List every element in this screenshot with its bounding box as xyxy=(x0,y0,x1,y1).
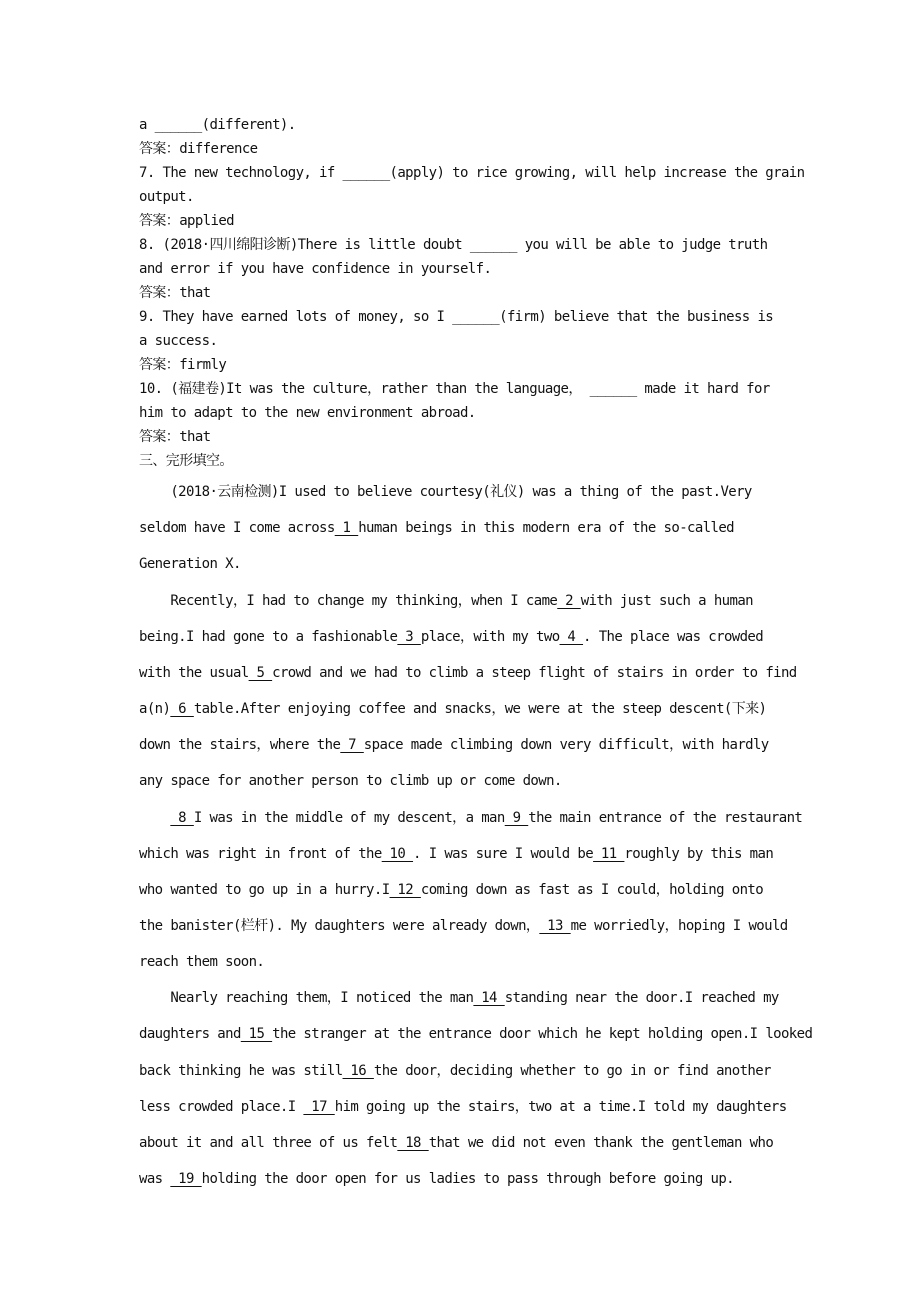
cloze-blank-2: 2 xyxy=(557,593,581,609)
q10-line-2: him to adapt to the new environment abroad. xyxy=(139,405,476,421)
cloze-blank-12: 12 xyxy=(389,882,421,898)
cloze-blank-9: 9 xyxy=(504,810,529,826)
cloze-blank-13: 13 xyxy=(539,918,571,934)
q8-line-1: 8. (2018·四川绵阳诊断)There is little doubt ______ you will be able to judge truth xyxy=(139,237,768,253)
cloze-blank-4: 4 xyxy=(559,629,584,645)
passage-line: down the stairs，where the 7 space made climbing down very difficult，with hardly xyxy=(139,737,769,753)
passage-line: reach them soon. xyxy=(139,954,265,970)
cloze-blank-11: 11 xyxy=(593,846,625,862)
passage-line: back thinking he was still 16 the door，deciding whether to go in or find another xyxy=(139,1063,771,1079)
passage-line: Generation X. xyxy=(139,556,241,572)
cloze-blank-1: 1 xyxy=(334,520,359,536)
q7-answer: 答案：applied xyxy=(139,213,235,229)
cloze-blank-10: 10 xyxy=(381,846,414,862)
cloze-blank-8: 8 xyxy=(170,810,194,826)
cloze-blank-16: 16 xyxy=(342,1063,374,1079)
cloze-blank-6: 6 xyxy=(170,701,194,717)
passage-line: 8 I was in the middle of my descent，a man 9 the main entrance of the restaurant xyxy=(170,810,803,826)
passage-line: being.I had gone to a fashionable 3 place，with my two 4 . The place was crowded xyxy=(139,629,764,645)
section-3-heading: 三、完形填空。 xyxy=(139,453,233,469)
passage-line: which was right in front of the 10 . I was sure I would be 11 roughly by this man xyxy=(139,846,774,862)
passage-line: seldom have I come across 1 human beings in this modern era of the so-called xyxy=(139,520,734,536)
passage-line: (2018·云南检测)I used to believe courtesy(礼仪) was a thing of the past.Very xyxy=(139,484,752,500)
passage-line: less crowded place.I 17 him going up the stairs，two at a time.I told my daughters xyxy=(139,1099,787,1115)
passage-line: with the usual 5 crowd and we had to climb a steep flight of stairs in order to find xyxy=(139,665,797,681)
passage-line: a(n) 6 table.After enjoying coffee and snacks，we were at the steep descent(下来) xyxy=(139,701,767,717)
cloze-blank-5: 5 xyxy=(248,665,273,681)
passage-line: the banister(栏杆). My daughters were already down， 13 me worriedly，hoping I would xyxy=(139,918,788,934)
cloze-blank-18: 18 xyxy=(397,1135,429,1151)
q9-line-1: 9. They have earned lots of money, so I ______(firm) believe that the business is xyxy=(139,309,774,325)
cloze-blank-14: 14 xyxy=(473,990,505,1006)
passage-line: was 19 holding the door open for us ladies to pass through before going up. xyxy=(139,1171,735,1187)
q8-answer: 答案：that xyxy=(139,285,211,301)
q9-line-2: a success. xyxy=(139,333,218,349)
q7-line-2: output. xyxy=(139,189,194,205)
q9-answer: 答案：firmly xyxy=(139,357,227,373)
passage-line: Nearly reaching them，I noticed the man 14 standing near the door.I reached my xyxy=(139,990,779,1006)
q6-tail-text: a ______(different). xyxy=(139,117,296,133)
cloze-blank-15: 15 xyxy=(240,1026,273,1042)
q10-answer: 答案：that xyxy=(139,429,211,445)
passage-line: any space for another person to climb up or come down. xyxy=(139,773,562,789)
cloze-blank-3: 3 xyxy=(397,629,421,645)
passage-line: daughters and 15 the stranger at the entrance door which he kept holding open.I looked xyxy=(139,1026,813,1042)
cloze-blank-19: 19 xyxy=(170,1171,202,1187)
q8-line-2: and error if you have confidence in yourself. xyxy=(139,261,492,277)
q7-line-1: 7. The new technology, if ______(apply) to rice growing, will help increase the grain xyxy=(139,165,805,181)
passage-line: Recently，I had to change my thinking，when I came 2 with just such a human xyxy=(139,593,753,609)
cloze-blank-7: 7 xyxy=(340,737,364,753)
cloze-blank-17: 17 xyxy=(303,1099,335,1115)
q10-line-1: 10. (福建卷)It was the culture，rather than the language， ______ made it hard for xyxy=(139,381,770,397)
q6-answer: 答案：difference xyxy=(139,141,258,157)
passage-line: who wanted to go up in a hurry.I 12 coming down as fast as I could，holding onto xyxy=(139,882,764,898)
passage-line: about it and all three of us felt 18 that we did not even thank the gentleman who xyxy=(139,1135,774,1151)
